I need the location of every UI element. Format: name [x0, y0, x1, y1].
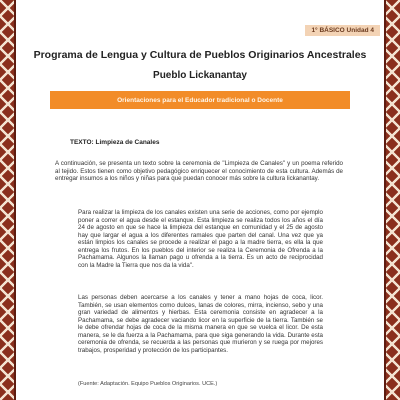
- body-paragraph-1: Para realizar la limpieza de los canales existen una serie de acciones, como por ejemplo poner a correr el agua desde el estanque. Esta limpieza se realiza todos los años el día 24 de agosto en que se hace la limpieza del estanque en comunidad y el 25 de agosto hay que largar el agua a los diferentes ramales que parten del canal. Una vez que ya están limpios los canales se procede a realizar el pago a la madre tierra, es ella la que entrega los frutos. En los pueblos del interior se realiza la Ceremonia de Ofrenda a la Pachamama. Algunos la llaman pago u ofrenda a la tierra. Es un acto de reciprocidad con la Madre la Tierra que nos da la vida".: [78, 209, 323, 269]
- grade-unit-badge: 1° BÁSICO Unidad 4: [305, 25, 380, 36]
- intro-paragraph: A continuación, se presenta un texto sobre la ceremonia de "Limpieza de Canales" y un poema referido al tejido. Estos tienen como objetivo pedagógico enriquecer el conocimiento de esta cultura. Además de entregar insumos a los niños y niñas para que puedan conocer más sobre la cultura lickanantay.: [55, 160, 343, 182]
- program-title: Programa de Lengua y Cultura de Pueblos Originarios Ancestrales: [33, 49, 367, 61]
- people-title: Pueblo Lickanantay: [153, 70, 247, 81]
- educator-guidance-banner: Orientaciones para el Educador tradicional o Docente: [50, 91, 350, 109]
- decorative-border-left: [0, 0, 16, 400]
- source-citation: (Fuente: Adaptación. Equipo Pueblos Originarios. UCE.): [78, 381, 218, 387]
- text-heading: TEXTO: Limpieza de Canales: [70, 139, 160, 146]
- decorative-border-right: [384, 0, 400, 400]
- body-paragraph-2: Las personas deben acercarse a los canales y tener a mano hojas de coca, licor. También, se usan elementos como dulces, lanas de colores, mirra, incienso, sebo y una gran variedad de alimentos y hierbas. Esta ceremonia consiste en agradecer a la Pachamama, se debe agradecer vaciando licor en la superficie de la tierra. También se le debe ofrendar hojas de coca de la misma manera en que se vuelca el licor. De esta manera, se le da fuerza a la Pachamama, para que siga generando la vida. Durante esta ceremonia de ofrenda, se recuerda a las personas que murieron y se ruega por mejores trabajos, prosperidad y protección de los participantes.: [78, 294, 323, 354]
